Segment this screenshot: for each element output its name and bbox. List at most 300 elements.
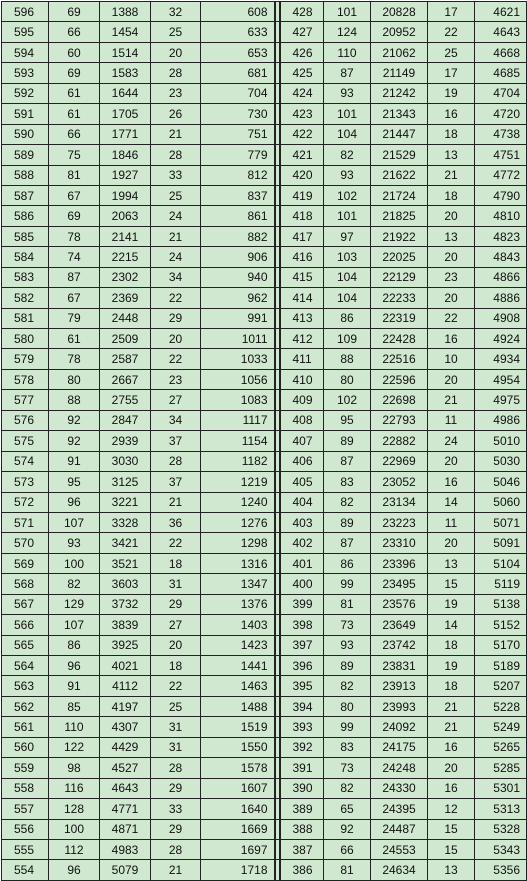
table-cell-left-col4: 20: [151, 635, 201, 655]
table-cell-right-col4: 20: [428, 451, 475, 471]
table-cell-left-col2: 86: [49, 635, 100, 655]
table-cell-right-col2: 93: [324, 83, 371, 103]
table-cell-left-col3: 2667: [100, 369, 151, 389]
table-cell-right-col2: 73: [324, 615, 371, 635]
table-cell-right-col2: 73: [324, 758, 371, 778]
table-row: [2, 410, 527, 430]
table-cell-right-col5: 5301: [475, 778, 527, 798]
table-cell-right-col1: 389: [280, 799, 324, 819]
table-cell-right-col4: 14: [428, 615, 475, 635]
table-cell-left-col4: 21: [151, 124, 201, 144]
table-cell-right-col4: 10: [428, 349, 475, 369]
table-cell-left-col1: 582: [2, 288, 49, 308]
table-cell-right-col2: 87: [324, 451, 371, 471]
table-cell-right-col3: 21447: [371, 124, 428, 144]
table-cell-right-col4: 15: [428, 574, 475, 594]
table-cell-right-col4: 16: [428, 737, 475, 757]
table-cell-left-col1: 575: [2, 431, 49, 451]
table-cell-right-col5: 5104: [475, 553, 527, 573]
table-cell-right-col2: 89: [324, 431, 371, 451]
table-cell-right-col1: 409: [280, 390, 324, 410]
table-cell-left-col5: 837: [201, 185, 275, 205]
table-cell-left-col1: 572: [2, 492, 49, 512]
table-cell-right-col1: 414: [280, 288, 324, 308]
table-cell-left-col5: 608: [201, 2, 275, 22]
table-cell-left-col1: 554: [2, 860, 49, 880]
table-cell-right-col1: 411: [280, 349, 324, 369]
table-cell-right-col1: 421: [280, 145, 324, 165]
table-cell-left-col3: 3839: [100, 615, 151, 635]
table-cell-left-col1: 593: [2, 63, 49, 83]
table-cell-right-col3: 21825: [371, 206, 428, 226]
table-cell-right-col2: 83: [324, 472, 371, 492]
table-row: [2, 2, 527, 22]
table-cell-right-col5: 5119: [475, 574, 527, 594]
table-cell-right-col1: 427: [280, 22, 324, 42]
table-row: [2, 185, 527, 205]
table-cell-left-col1: 573: [2, 472, 49, 492]
table-cell-right-col5: 4934: [475, 349, 527, 369]
table-cell-left-col5: 991: [201, 308, 275, 328]
table-cell-left-col2: 98: [49, 758, 100, 778]
table-cell-right-col2: 87: [324, 63, 371, 83]
table-cell-left-col3: 4771: [100, 799, 151, 819]
table-cell-right-col3: 22969: [371, 451, 428, 471]
table-cell-right-col1: 412: [280, 329, 324, 349]
table-cell-left-col2: 67: [49, 185, 100, 205]
table-cell-left-col4: 31: [151, 574, 201, 594]
table-cell-left-col2: 61: [49, 329, 100, 349]
table-cell-left-col3: 2302: [100, 267, 151, 287]
table-cell-left-col4: 21: [151, 860, 201, 880]
table-cell-right-col5: 4772: [475, 165, 527, 185]
table-cell-left-col5: 1316: [201, 553, 275, 573]
table-cell-left-col2: 81: [49, 165, 100, 185]
table-cell-right-col2: 89: [324, 656, 371, 676]
table-cell-right-col3: 23913: [371, 676, 428, 696]
table-row: [2, 206, 527, 226]
table-cell-left-col3: 2369: [100, 288, 151, 308]
table-row: [2, 737, 527, 757]
table-cell-left-col2: 69: [49, 206, 100, 226]
table-cell-left-col4: 25: [151, 696, 201, 716]
table-cell-left-col3: 4983: [100, 839, 151, 859]
table-cell-left-col5: 1669: [201, 819, 275, 839]
table-cell-left-col3: 1994: [100, 185, 151, 205]
table-cell-left-col5: 1607: [201, 778, 275, 798]
table-cell-right-col3: 24092: [371, 717, 428, 737]
table-cell-left-col1: 589: [2, 145, 49, 165]
table-cell-right-col4: 21: [428, 390, 475, 410]
table-cell-left-col3: 4527: [100, 758, 151, 778]
table-cell-right-col1: 426: [280, 42, 324, 62]
table-cell-left-col1: 557: [2, 799, 49, 819]
table-cell-left-col3: 1514: [100, 42, 151, 62]
table-cell-left-col2: 87: [49, 267, 100, 287]
table-cell-right-col1: 397: [280, 635, 324, 655]
table-cell-left-col1: 585: [2, 226, 49, 246]
table-cell-right-col2: 93: [324, 165, 371, 185]
table-cell-right-col1: 408: [280, 410, 324, 430]
table-cell-right-col5: 4986: [475, 410, 527, 430]
table-cell-right-col3: 23052: [371, 472, 428, 492]
table-cell-left-col2: 60: [49, 42, 100, 62]
table-cell-right-col3: 23396: [371, 553, 428, 573]
table-row: [2, 124, 527, 144]
table-cell-right-col3: 21622: [371, 165, 428, 185]
table-cell-right-col4: 20: [428, 288, 475, 308]
table-cell-right-col3: 22698: [371, 390, 428, 410]
table-cell-right-col3: 22516: [371, 349, 428, 369]
table-cell-right-col4: 17: [428, 2, 475, 22]
table-cell-left-col3: 3732: [100, 594, 151, 614]
table-cell-left-col1: 574: [2, 451, 49, 471]
table-cell-left-col1: 580: [2, 329, 49, 349]
table-cell-right-col5: 5046: [475, 472, 527, 492]
table-cell-left-col5: 1488: [201, 696, 275, 716]
table-row: [2, 83, 527, 103]
table-row: [2, 758, 527, 778]
table-cell-left-col1: 571: [2, 512, 49, 532]
table-cell-right-col2: 83: [324, 737, 371, 757]
table-cell-right-col5: 4866: [475, 267, 527, 287]
table-cell-left-col5: 704: [201, 83, 275, 103]
table-cell-left-col5: 1033: [201, 349, 275, 369]
table-cell-left-col5: 1718: [201, 860, 275, 880]
table-cell-left-col3: 3603: [100, 574, 151, 594]
table-cell-right-col4: 11: [428, 410, 475, 430]
table-cell-left-col1: 558: [2, 778, 49, 798]
table-cell-right-col3: 24248: [371, 758, 428, 778]
table-row: [2, 574, 527, 594]
table-cell-left-col3: 1927: [100, 165, 151, 185]
table-cell-right-col3: 22233: [371, 288, 428, 308]
table-cell-right-col1: 390: [280, 778, 324, 798]
table-cell-right-col1: 424: [280, 83, 324, 103]
table-cell-left-col4: 31: [151, 717, 201, 737]
table-cell-left-col1: 559: [2, 758, 49, 778]
table-cell-right-col3: 21724: [371, 185, 428, 205]
table-cell-right-col1: 422: [280, 124, 324, 144]
table-cell-right-col5: 5091: [475, 533, 527, 553]
table-cell-right-col5: 4738: [475, 124, 527, 144]
table-cell-right-col2: 66: [324, 839, 371, 859]
table-row: [2, 635, 527, 655]
table-cell-left-col1: 586: [2, 206, 49, 226]
table-cell-right-col4: 21: [428, 696, 475, 716]
table-cell-right-col2: 104: [324, 124, 371, 144]
table-cell-left-col4: 22: [151, 533, 201, 553]
table-cell-right-col2: 81: [324, 860, 371, 880]
table-cell-left-col3: 3125: [100, 472, 151, 492]
table-cell-right-col4: 16: [428, 329, 475, 349]
table-cell-left-col2: 112: [49, 839, 100, 859]
table-row: [2, 839, 527, 859]
table-cell-right-col2: 80: [324, 369, 371, 389]
table-cell-left-col4: 37: [151, 472, 201, 492]
table-cell-left-col3: 1846: [100, 145, 151, 165]
table-row: [2, 676, 527, 696]
table-cell-left-col3: 3925: [100, 635, 151, 655]
table-cell-left-col5: 1298: [201, 533, 275, 553]
table-cell-right-col1: 386: [280, 860, 324, 880]
table-cell-right-col1: 392: [280, 737, 324, 757]
table-cell-right-col4: 13: [428, 226, 475, 246]
table-cell-left-col1: 581: [2, 308, 49, 328]
table-cell-right-col5: 5313: [475, 799, 527, 819]
table-cell-left-col3: 3328: [100, 512, 151, 532]
table-cell-left-col5: 1219: [201, 472, 275, 492]
table-cell-right-col3: 24395: [371, 799, 428, 819]
table-cell-left-col5: 1697: [201, 839, 275, 859]
table-cell-left-col5: 1056: [201, 369, 275, 389]
table-cell-right-col1: 419: [280, 185, 324, 205]
table-cell-right-col2: 103: [324, 247, 371, 267]
table-cell-left-col1: 587: [2, 185, 49, 205]
table-cell-right-col5: 5060: [475, 492, 527, 512]
table-cell-right-col1: 418: [280, 206, 324, 226]
table-cell-left-col1: 566: [2, 615, 49, 635]
table-cell-left-col3: 3221: [100, 492, 151, 512]
table-cell-right-col1: 415: [280, 267, 324, 287]
table-cell-right-col3: 20828: [371, 2, 428, 22]
table-cell-left-col2: 100: [49, 553, 100, 573]
table-cell-left-col3: 2755: [100, 390, 151, 410]
table-cell-left-col1: 595: [2, 22, 49, 42]
table-cell-right-col1: 417: [280, 226, 324, 246]
table-cell-right-col2: 97: [324, 226, 371, 246]
table-cell-right-col1: 406: [280, 451, 324, 471]
table-cell-right-col4: 13: [428, 860, 475, 880]
table-cell-right-col3: 22025: [371, 247, 428, 267]
table-cell-right-col1: 387: [280, 839, 324, 859]
table-cell-left-col4: 33: [151, 799, 201, 819]
table-cell-left-col4: 22: [151, 288, 201, 308]
table-row: [2, 696, 527, 716]
table-row: [2, 165, 527, 185]
table-cell-right-col2: 101: [324, 104, 371, 124]
table-row: [2, 431, 527, 451]
table-row: [2, 22, 527, 42]
table-cell-right-col1: 402: [280, 533, 324, 553]
table-cell-right-col1: 400: [280, 574, 324, 594]
table-cell-left-col2: 107: [49, 512, 100, 532]
table-cell-right-col5: 5189: [475, 656, 527, 676]
table-cell-left-col1: 594: [2, 42, 49, 62]
table-cell-right-col2: 89: [324, 512, 371, 532]
table-cell-right-col3: 23831: [371, 656, 428, 676]
table-cell-left-col4: 29: [151, 594, 201, 614]
table-cell-left-col4: 33: [151, 165, 201, 185]
table-cell-right-col3: 22319: [371, 308, 428, 328]
table-cell-right-col3: 23742: [371, 635, 428, 655]
table-cell-left-col3: 4307: [100, 717, 151, 737]
table-cell-right-col4: 20: [428, 247, 475, 267]
table-cell-right-col4: 20: [428, 758, 475, 778]
table-body: [2, 2, 527, 881]
table-cell-right-col5: 5343: [475, 839, 527, 859]
table-cell-left-col2: 61: [49, 83, 100, 103]
table-cell-left-col2: 78: [49, 226, 100, 246]
table-cell-right-col3: 22428: [371, 329, 428, 349]
table-cell-left-col4: 25: [151, 22, 201, 42]
table-cell-left-col2: 66: [49, 124, 100, 144]
table-row: [2, 369, 527, 389]
table-cell-right-col2: 104: [324, 267, 371, 287]
table-cell-left-col2: 95: [49, 472, 100, 492]
table-cell-left-col2: 85: [49, 696, 100, 716]
table-cell-left-col3: 4021: [100, 656, 151, 676]
table-cell-left-col2: 96: [49, 860, 100, 880]
table-cell-left-col2: 92: [49, 431, 100, 451]
table-cell-left-col1: 564: [2, 656, 49, 676]
table-cell-right-col5: 5207: [475, 676, 527, 696]
table-cell-right-col2: 124: [324, 22, 371, 42]
table-cell-left-col4: 22: [151, 349, 201, 369]
table-cell-right-col3: 21149: [371, 63, 428, 83]
table-row: [2, 145, 527, 165]
table-cell-left-col5: 861: [201, 206, 275, 226]
table-cell-right-col3: 24487: [371, 819, 428, 839]
table-cell-left-col4: 34: [151, 267, 201, 287]
table-cell-left-col4: 28: [151, 758, 201, 778]
table-cell-right-col2: 82: [324, 676, 371, 696]
table-cell-right-col1: 405: [280, 472, 324, 492]
table-cell-left-col5: 1578: [201, 758, 275, 778]
table-row: [2, 451, 527, 471]
table-cell-right-col4: 18: [428, 635, 475, 655]
table-cell-right-col4: 24: [428, 431, 475, 451]
table-cell-left-col1: 567: [2, 594, 49, 614]
table-cell-left-col5: 1550: [201, 737, 275, 757]
table-cell-left-col3: 1454: [100, 22, 151, 42]
table-cell-left-col5: 1182: [201, 451, 275, 471]
table-cell-left-col3: 1388: [100, 2, 151, 22]
table-cell-left-col4: 36: [151, 512, 201, 532]
table-cell-right-col4: 11: [428, 512, 475, 532]
table-row: [2, 390, 527, 410]
table-cell-right-col5: 5010: [475, 431, 527, 451]
table-cell-right-col2: 110: [324, 42, 371, 62]
table-cell-left-col2: 96: [49, 492, 100, 512]
table-cell-left-col5: 1276: [201, 512, 275, 532]
table-cell-right-col2: 99: [324, 717, 371, 737]
table-cell-right-col4: 18: [428, 185, 475, 205]
table-cell-left-col5: 1403: [201, 615, 275, 635]
table-cell-right-col4: 25: [428, 42, 475, 62]
table-cell-right-col5: 4790: [475, 185, 527, 205]
table-cell-left-col4: 18: [151, 656, 201, 676]
table-cell-right-col3: 24553: [371, 839, 428, 859]
table-cell-right-col4: 21: [428, 717, 475, 737]
table-row: [2, 656, 527, 676]
table-cell-left-col3: 2063: [100, 206, 151, 226]
table-cell-right-col2: 65: [324, 799, 371, 819]
table-cell-left-col5: 653: [201, 42, 275, 62]
table-cell-right-col5: 5138: [475, 594, 527, 614]
table-cell-left-col4: 37: [151, 431, 201, 451]
table-cell-right-col5: 4643: [475, 22, 527, 42]
table-cell-right-col2: 101: [324, 2, 371, 22]
table-cell-left-col4: 28: [151, 145, 201, 165]
table-cell-left-col3: 2215: [100, 247, 151, 267]
table-cell-right-col1: 413: [280, 308, 324, 328]
table-cell-left-col4: 20: [151, 329, 201, 349]
table-cell-left-col1: 584: [2, 247, 49, 267]
table-cell-right-col4: 20: [428, 369, 475, 389]
table-cell-left-col2: 129: [49, 594, 100, 614]
table-cell-right-col3: 21529: [371, 145, 428, 165]
table-cell-right-col5: 5328: [475, 819, 527, 839]
table-cell-left-col3: 4643: [100, 778, 151, 798]
table-cell-left-col3: 3421: [100, 533, 151, 553]
table-cell-right-col5: 5228: [475, 696, 527, 716]
table-row: [2, 226, 527, 246]
table-cell-left-col1: 596: [2, 2, 49, 22]
table-cell-left-col1: 569: [2, 553, 49, 573]
table-cell-left-col2: 91: [49, 676, 100, 696]
table-cell-left-col2: 69: [49, 63, 100, 83]
table-cell-left-col3: 4112: [100, 676, 151, 696]
table-cell-right-col4: 22: [428, 308, 475, 328]
table-cell-left-col2: 79: [49, 308, 100, 328]
table-cell-right-col5: 4810: [475, 206, 527, 226]
table-cell-right-col5: 4668: [475, 42, 527, 62]
table-cell-right-col1: 391: [280, 758, 324, 778]
table-cell-right-col2: 80: [324, 696, 371, 716]
score-distribution-table: [1, 1, 527, 881]
table-row: [2, 819, 527, 839]
table-cell-left-col5: 812: [201, 165, 275, 185]
table-cell-right-col1: 396: [280, 656, 324, 676]
table-cell-right-col1: 404: [280, 492, 324, 512]
table-cell-right-col5: 4924: [475, 329, 527, 349]
table-row: [2, 63, 527, 83]
table-cell-left-col2: 66: [49, 22, 100, 42]
table-cell-right-col5: 5152: [475, 615, 527, 635]
table-cell-left-col2: 61: [49, 104, 100, 124]
table-cell-left-col1: 560: [2, 737, 49, 757]
table-cell-left-col2: 91: [49, 451, 100, 471]
table-cell-right-col1: 416: [280, 247, 324, 267]
table-cell-left-col2: 75: [49, 145, 100, 165]
table-cell-right-col2: 109: [324, 329, 371, 349]
table-cell-left-col4: 23: [151, 369, 201, 389]
table-cell-right-col3: 23649: [371, 615, 428, 635]
table-cell-right-col3: 21062: [371, 42, 428, 62]
table-cell-right-col5: 5170: [475, 635, 527, 655]
table-cell-right-col2: 82: [324, 145, 371, 165]
table-cell-left-col1: 578: [2, 369, 49, 389]
table-cell-right-col1: 395: [280, 676, 324, 696]
table-cell-left-col4: 29: [151, 819, 201, 839]
table-cell-right-col5: 4685: [475, 63, 527, 83]
table-row: [2, 472, 527, 492]
table-cell-right-col4: 22: [428, 22, 475, 42]
table-cell-left-col2: 82: [49, 574, 100, 594]
table-cell-left-col5: 1640: [201, 799, 275, 819]
table-cell-left-col5: 681: [201, 63, 275, 83]
table-cell-right-col4: 20: [428, 206, 475, 226]
table-cell-right-col3: 23223: [371, 512, 428, 532]
table-cell-left-col5: 1011: [201, 329, 275, 349]
table-cell-left-col5: 751: [201, 124, 275, 144]
table-cell-right-col5: 4621: [475, 2, 527, 22]
table-cell-left-col4: 29: [151, 308, 201, 328]
table-cell-left-col4: 18: [151, 553, 201, 573]
table-cell-left-col1: 588: [2, 165, 49, 185]
table-cell-right-col1: 425: [280, 63, 324, 83]
